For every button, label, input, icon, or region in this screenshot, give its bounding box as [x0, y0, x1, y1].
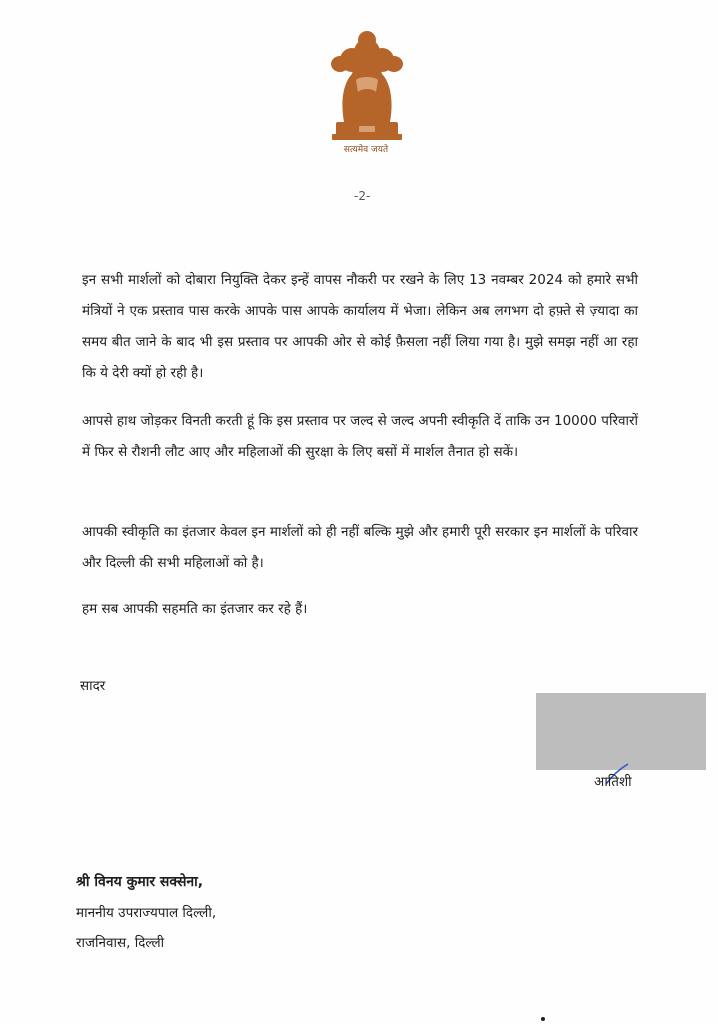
- addressee-name: श्री विनय कुमार सक्सेना,: [76, 874, 204, 890]
- addressee-address: राजनिवास, दिल्ली: [76, 935, 165, 951]
- national-emblem-icon: [326, 30, 408, 155]
- redacted-signature-block: [536, 693, 706, 770]
- body-paragraph-2: आपसे हाथ जोड़कर विनती करती हूं कि इस प्रस्ताव पर जल्द से जल्द अपनी स्वीकृति दें ताकि उन 10000 परिवारों में फिर से रौशनी लौट आए और महिलाओं की सुरक्षा के लिए बसों में मार्शल तैनात हो सकें।: [82, 413, 638, 460]
- salutation: सादर: [80, 678, 106, 694]
- page-number: -2-: [354, 189, 371, 203]
- body-paragraph-4: हम सब आपकी सहमति का इंतजार कर रहे हैं।: [82, 601, 308, 617]
- addressee-title: माननीय उपराज्यपाल दिल्ली,: [76, 905, 217, 921]
- body-paragraph-1: इन सभी मार्शलों को दोबारा नियुक्ति देकर इन्हें वापस नौकरी पर रखने के लिए 13 नवम्बर 2024 को हमारे सभी मंत्रियों ने एक प्रस्ताव पास करके आपके पास आपके कार्यालय में भेजा। लेकिन अब लगभग दो हफ़्ते से ज़्यादा का समय बीत जाने के बाद भी इस प्रस्ताव पर आपकी ओर से कोई फ़ैसला नहीं लिया गया है। मुझे समझ नहीं आ रहा कि ये देरी क्यों हो रही है।: [82, 272, 638, 381]
- body-paragraph-3: आपकी स्वीकृति का इंतजार केवल इन मार्शलों को ही नहीं बल्कि मुझे और हमारी पूरी सरकार इन मार्शलों के परिवार और दिल्ली की सभी महिलाओं को है।: [82, 524, 638, 571]
- speck: [541, 1017, 545, 1021]
- emblem-motto: सत्यमेव जयते: [343, 145, 389, 155]
- signatory-name: आतिशी: [594, 774, 632, 790]
